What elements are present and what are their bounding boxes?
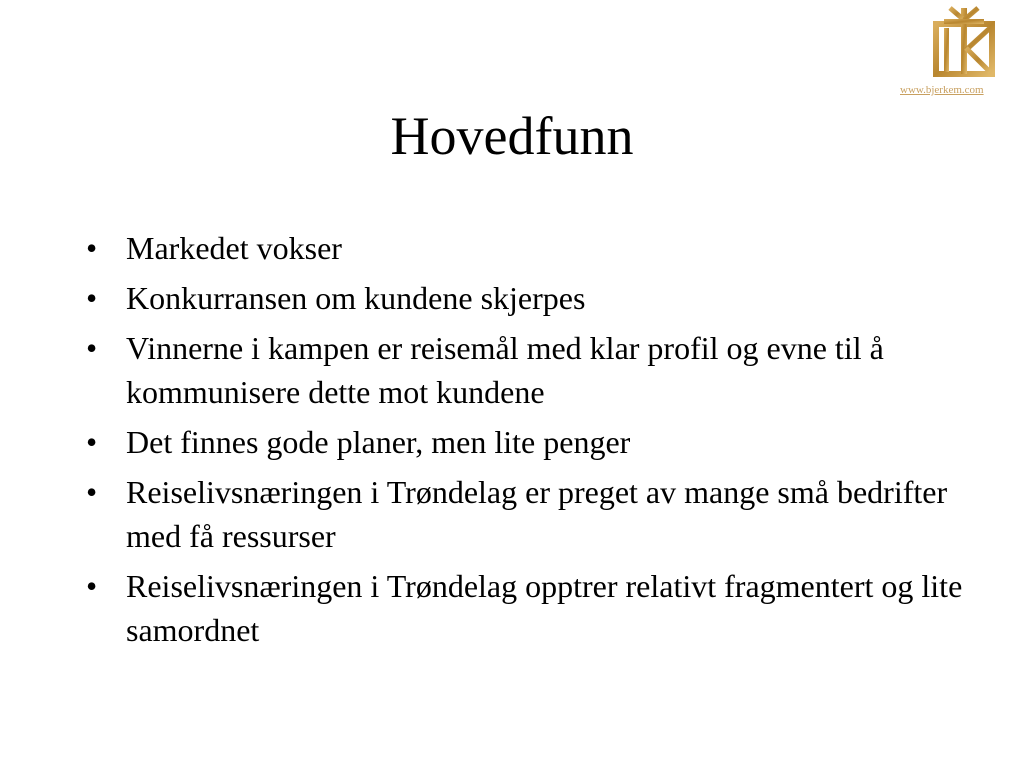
logo-url-link[interactable]: www.bjerkem.com [900, 84, 984, 96]
bullet-item [86, 470, 966, 558]
bullet-icon: • [86, 330, 98, 366]
bullet-text: Reiselivsnæringen i Trøndelag opptrer relativt fragmentert og lite samordnet [126, 568, 963, 648]
bullet-item [86, 564, 966, 652]
bullet-text: Reiselivsnæringen i Trøndelag er preget av mange små bedrifter med få ressurser [126, 474, 948, 554]
bullet-text: Vinnerne i kampen er reisemål med klar profil og evne til å kommunisere dette mot kundene [126, 330, 884, 410]
bullet-icon: • [86, 424, 98, 460]
bullet-text: Konkurransen om kundene skjerpes [126, 280, 586, 316]
bullet-item [86, 326, 966, 414]
bullet-icon: • [86, 280, 98, 316]
bullet-item [86, 420, 966, 464]
bullet-text: Det finnes gode planer, men lite penger [126, 424, 631, 460]
slide-title: Hovedfunn [390, 106, 634, 166]
bullet-icon: • [86, 230, 98, 266]
bullet-item [86, 276, 966, 320]
bullet-icon: • [86, 568, 98, 604]
bullet-item [86, 226, 966, 270]
bullet-list [86, 226, 966, 658]
bjerkem-logo-icon [930, 6, 998, 78]
bullet-text: Markedet vokser [126, 230, 342, 266]
bullet-icon: • [86, 474, 98, 510]
